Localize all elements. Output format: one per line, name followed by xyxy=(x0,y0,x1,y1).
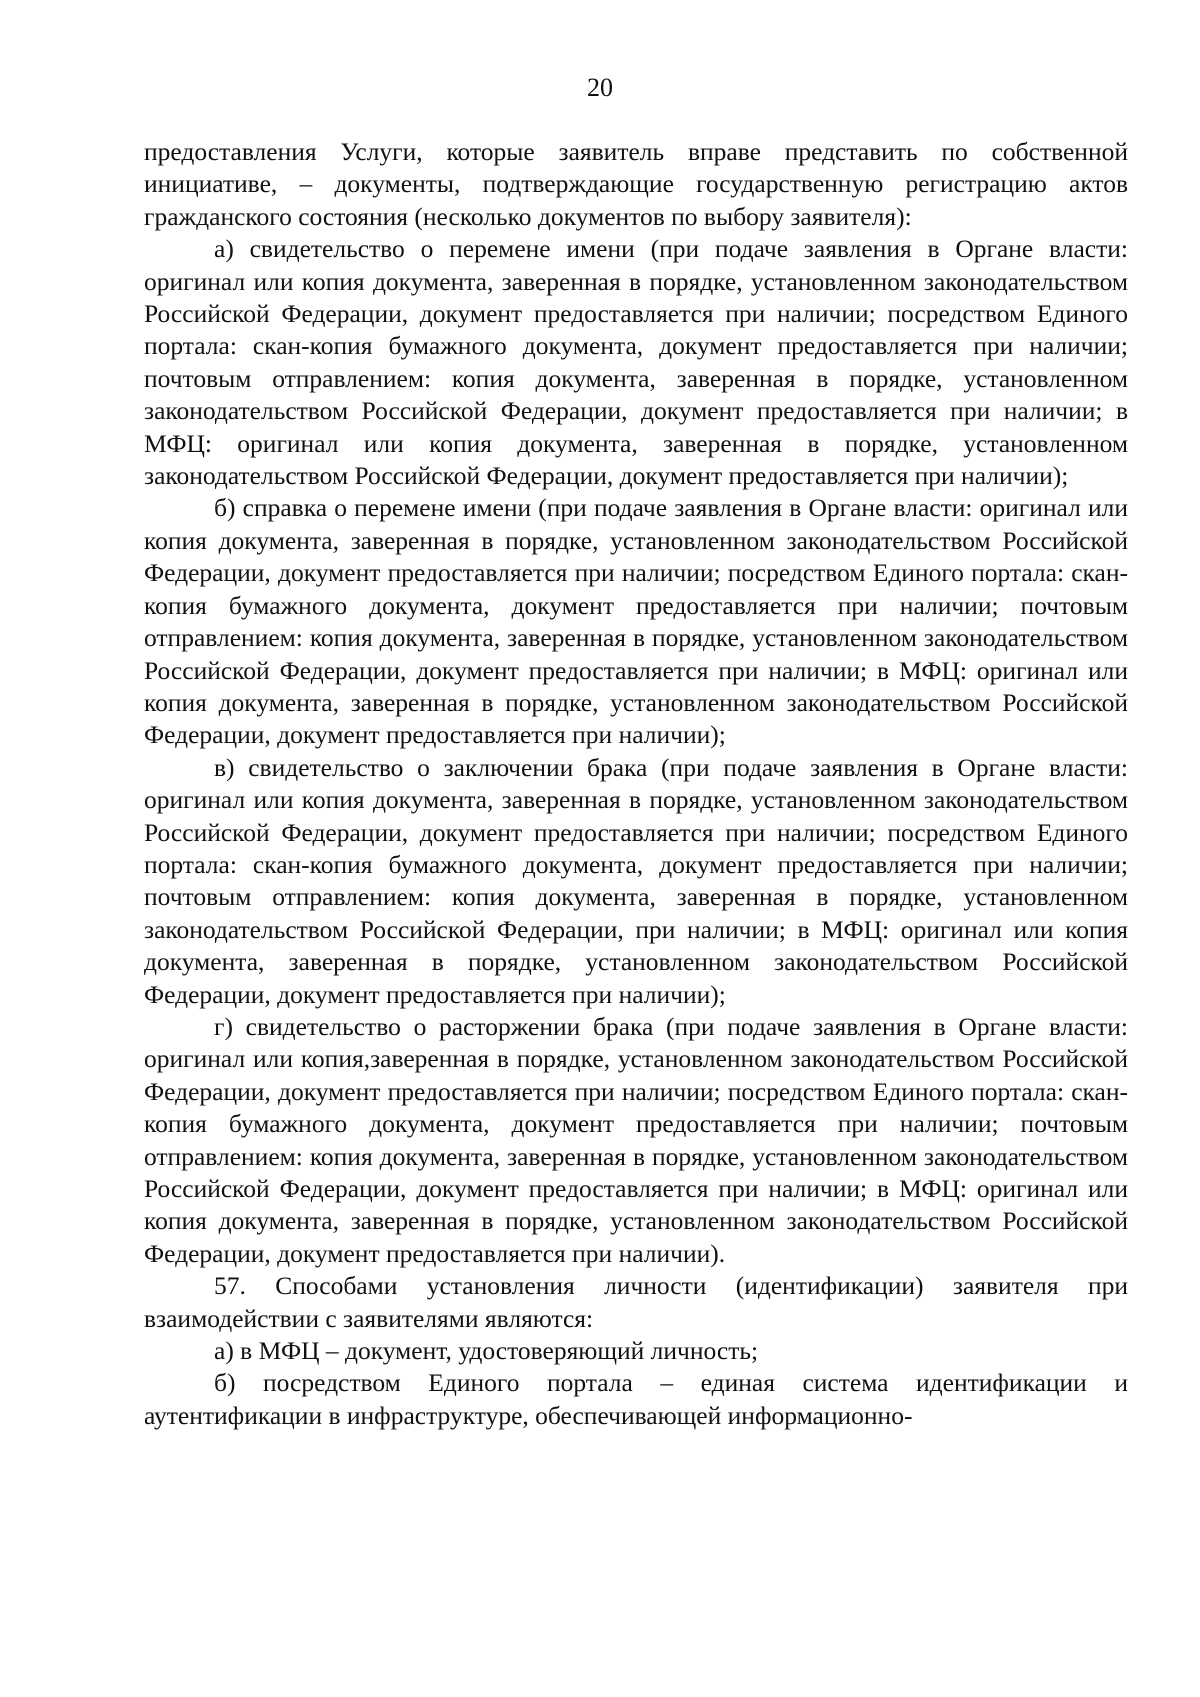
paragraph-57-item-b-portal: б) посредством Единого портала – единая система идентификации и аутентификации в инфраструктуре, обеспечивающей информационно- xyxy=(144,1368,1128,1430)
paragraph-57-identification-methods: 57. Способами установления личности (идентификации) заявителя при взаимодействии с заявителями являются: xyxy=(144,1271,1128,1333)
paragraph-57-item-a-mfc: а) в МФЦ – документ, удостоверяющий личность; xyxy=(214,1336,759,1366)
paragraph-item-b-name-change-reference: б) справка о перемене имени (при подаче заявления в Органе власти: оригинал или копия документа, заверенная в порядке, установленном законодательством Российской Федерации, документ предоставляется при наличии; посредством Единого портала: скан-копия бумажного документа, документ предоставляется при наличии; почтовым отправлением: копия документа, заверенная в порядке, установленном законодательством Российской Федерации, документ предоставляется при наличии; в МФЦ: оригинал или копия документа, заверенная в порядке, установленном законодательством Российской Федерации, документ предоставляется при наличии); xyxy=(144,493,1128,750)
document-body xyxy=(144,136,1128,1432)
page-number: 20 xyxy=(587,73,613,102)
paragraph-item-a-name-change-certificate: а) свидетельство о перемене имени (при подаче заявления в Органе власти: оригинал или копия документа, заверенная в порядке, установленном законодательством Российской Федерации, документ предоставляется при наличии; посредством Единого портала: скан-копия бумажного документа, документ предоставляется при наличии; почтовым отправлением: копия документа, заверенная в порядке, установленном законодательством Российской Федерации, документ предоставляется при наличии; в МФЦ: оригинал или копия документа, заверенная в порядке, установленном законодательством Российской Федерации, документ предоставляется при наличии); xyxy=(144,234,1128,491)
paragraph-continuation: предоставления Услуги, которые заявитель вправе представить по собственной инициативе, – документы, подтверждающие государственную регистрацию актов гражданского состояния (несколько документов по выбору заявителя): xyxy=(144,137,1128,231)
paragraph-item-c-marriage-certificate: в) свидетельство о заключении брака (при подаче заявления в Органе власти: оригинал или копия документа, заверенная в порядке, установленном законодательством Российской Федерации, документ предоставляется при наличии; посредством Единого портала: скан-копия бумажного документа, документ предоставляется при наличии; почтовым отправлением: копия документа, заверенная в порядке, установленном законодательством Российской Федерации, при наличии; в МФЦ: оригинал или копия документа, заверенная в порядке, установленном законодательством Российской Федерации, документ предоставляется при наличии); xyxy=(144,752,1128,1009)
paragraph-item-d-divorce-certificate: г) свидетельство о расторжении брака (при подаче заявления в Органе власти: оригинал или копия,заверенная в порядке, установленном законодательством Российской Федерации, документ предоставляется при наличии; посредством Единого портала: скан-копия бумажного документа, документ предоставляется при наличии; почтовым отправлением: копия документа, заверенная в порядке, установленном законодательством Российской Федерации, документ предоставляется при наличии; в МФЦ: оригинал или копия документа, заверенная в порядке, установленном законодательством Российской Федерации, документ предоставляется при наличии). xyxy=(144,1011,1128,1268)
